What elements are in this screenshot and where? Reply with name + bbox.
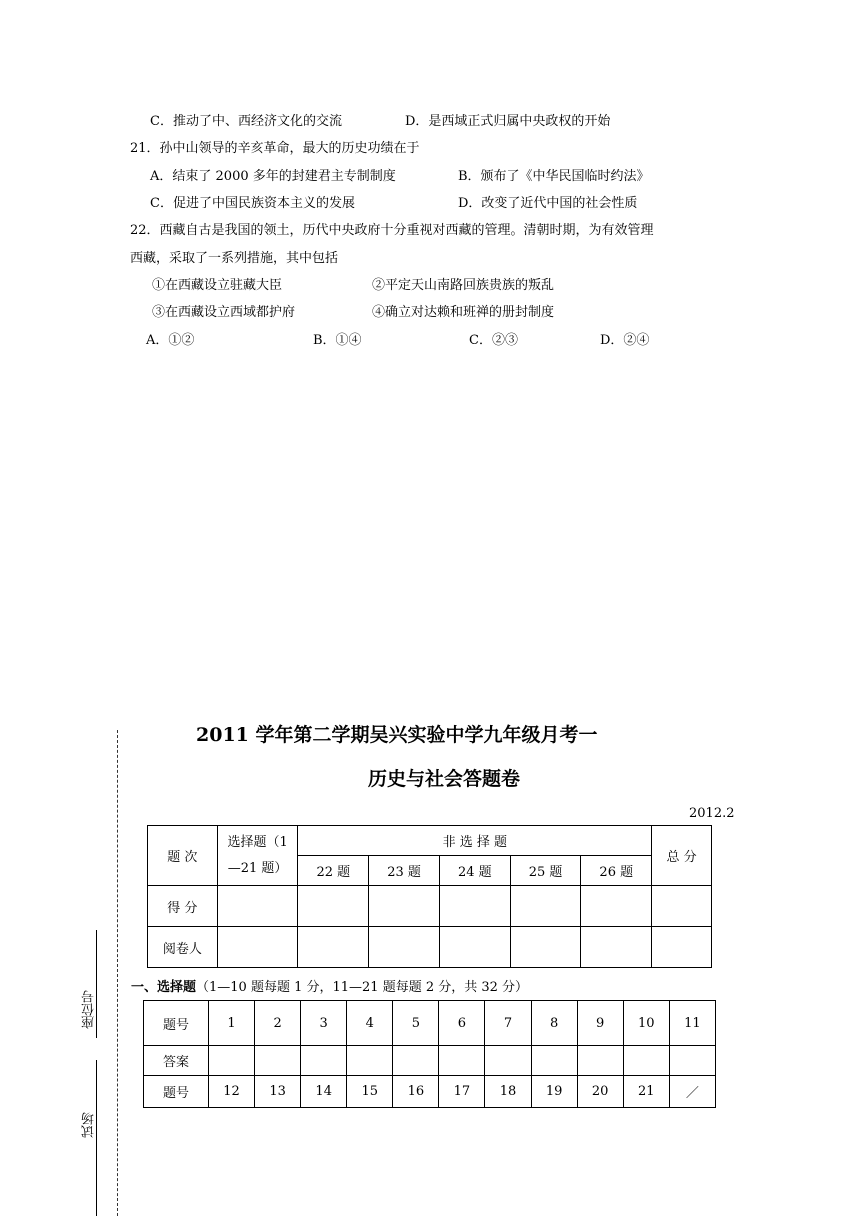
q22-option-a: A．①②	[146, 333, 195, 348]
section1-note: （1—10 题每题 1 分，11—21 题每题 2 分，共 32 分）	[196, 980, 529, 995]
q21-option-c: C．促进了中国民族资本主义的发展	[150, 196, 355, 211]
answer-cell[interactable]	[255, 1046, 301, 1076]
grid-num: 3	[301, 1001, 347, 1046]
q21-option-d: D．改变了近代中国的社会性质	[458, 196, 638, 211]
grader-cell[interactable]	[439, 927, 510, 968]
seat-number-label: 座位号	[82, 990, 97, 1029]
score-table	[147, 825, 712, 968]
q22-option-d: D．②④	[600, 333, 650, 348]
q22-option-b: B．①④	[313, 333, 362, 348]
score-cell[interactable]	[298, 886, 369, 927]
section1-heading: 一、选择题	[131, 980, 197, 995]
q22-item-3: ③在西藏设立西域都护府	[152, 305, 296, 320]
q22-item-1: ①在西藏设立驻藏大臣	[152, 278, 283, 293]
score-cell[interactable]	[439, 886, 510, 927]
seat-number-underline	[96, 930, 97, 1038]
grid-label-number-2: 题号	[144, 1076, 209, 1108]
grid-num: 10	[623, 1001, 669, 1046]
grader-cell[interactable]	[369, 927, 440, 968]
grid-num: 7	[485, 1001, 531, 1046]
answer-cell[interactable]	[531, 1046, 577, 1076]
grid-num: 13	[255, 1076, 301, 1108]
grid-num: 6	[439, 1001, 485, 1046]
grid-num: 15	[347, 1076, 393, 1108]
score-cell[interactable]	[369, 886, 440, 927]
sub-col-22: 22 题	[298, 856, 369, 886]
grader-cell[interactable]	[581, 927, 652, 968]
q22-stem-line1: 22．西藏自古是我国的领土，历代中央政府十分重视对西藏的管理。清朝时期，为有效管理	[130, 223, 654, 238]
q21-option-b: B．颁布了《中华民国临时约法》	[458, 169, 650, 184]
grid-num: 12	[209, 1076, 255, 1108]
grid-label-number: 题号	[144, 1001, 209, 1046]
score-cell[interactable]	[581, 886, 652, 927]
grid-num: 17	[439, 1076, 485, 1108]
grid-num: 2	[255, 1001, 301, 1046]
grid-num: 20	[577, 1076, 623, 1108]
answer-cell[interactable]	[209, 1046, 255, 1076]
score-cell[interactable]	[652, 886, 712, 927]
answer-grid	[143, 1000, 716, 1108]
choice-header-line2: —21 题）	[227, 860, 288, 876]
q20-option-d: D．是西域正式归属中央政权的开始	[405, 114, 611, 129]
score-col-label: 题 次	[148, 826, 218, 886]
total-header: 总 分	[652, 826, 712, 886]
sub-col-23: 23 题	[369, 856, 440, 886]
q22-item-2: ②平定天山南路回族贵族的叛乱	[372, 278, 555, 293]
answer-cell[interactable]	[669, 1046, 715, 1076]
answer-cell[interactable]	[301, 1046, 347, 1076]
nonchoice-header: 非 选 择 题	[298, 826, 652, 856]
sub-col-24: 24 题	[439, 856, 510, 886]
score-cell[interactable]	[217, 886, 298, 927]
answer-sheet-subtitle: 历史与社会答题卷	[368, 768, 521, 790]
grader-cell[interactable]	[510, 927, 581, 968]
grid-num: 4	[347, 1001, 393, 1046]
row-grader-label: 阅卷人	[148, 927, 218, 968]
grid-num: 5	[393, 1001, 439, 1046]
grid-num: 1	[209, 1001, 255, 1046]
answer-cell[interactable]	[347, 1046, 393, 1076]
sub-col-25: 25 题	[510, 856, 581, 886]
grader-cell[interactable]	[652, 927, 712, 968]
choice-header-line1: 选择题（1	[227, 834, 288, 850]
answer-sheet-title: 2011 学年第二学期吴兴实验中学九年级月考一	[196, 724, 598, 746]
section1-title	[131, 976, 528, 995]
grid-num: 16	[393, 1076, 439, 1108]
answer-cell[interactable]	[393, 1046, 439, 1076]
q20-option-c: C．推动了中、西经济文化的交流	[150, 114, 342, 129]
q22-option-c: C．②③	[469, 333, 518, 348]
answer-cell[interactable]	[623, 1046, 669, 1076]
q22-stem-line2: 西藏，采取了一系列措施，其中包括	[130, 251, 339, 266]
q22-item-4: ④确立对达赖和班禅的册封制度	[372, 305, 555, 320]
grid-num: 18	[485, 1076, 531, 1108]
grid-num: 8	[531, 1001, 577, 1046]
q21-stem: 21．孙中山领导的辛亥革命，最大的历史功绩在于	[130, 141, 420, 156]
q21-option-a: A．结束了 2000 多年的封建君主专制制度	[150, 169, 396, 184]
choice-header	[217, 826, 298, 886]
row-score-label: 得 分	[148, 886, 218, 927]
exam-room-underline	[96, 1060, 97, 1216]
answer-cell[interactable]	[577, 1046, 623, 1076]
exam-date: 2012.2	[689, 806, 735, 821]
grader-cell[interactable]	[217, 927, 298, 968]
grid-label-answer: 答案	[144, 1046, 209, 1076]
grid-num: 14	[301, 1076, 347, 1108]
score-cell[interactable]	[510, 886, 581, 927]
answer-cell[interactable]	[485, 1046, 531, 1076]
grid-num: 11	[669, 1001, 715, 1046]
grid-num: 9	[577, 1001, 623, 1046]
grid-num: 19	[531, 1076, 577, 1108]
grader-cell[interactable]	[298, 927, 369, 968]
grid-num: 21	[623, 1076, 669, 1108]
grid-slash: ／	[669, 1076, 715, 1108]
sub-col-26: 26 题	[581, 856, 652, 886]
exam-room-label: 试场	[82, 1112, 97, 1138]
binding-dashed-line	[117, 730, 118, 1216]
answer-cell[interactable]	[439, 1046, 485, 1076]
